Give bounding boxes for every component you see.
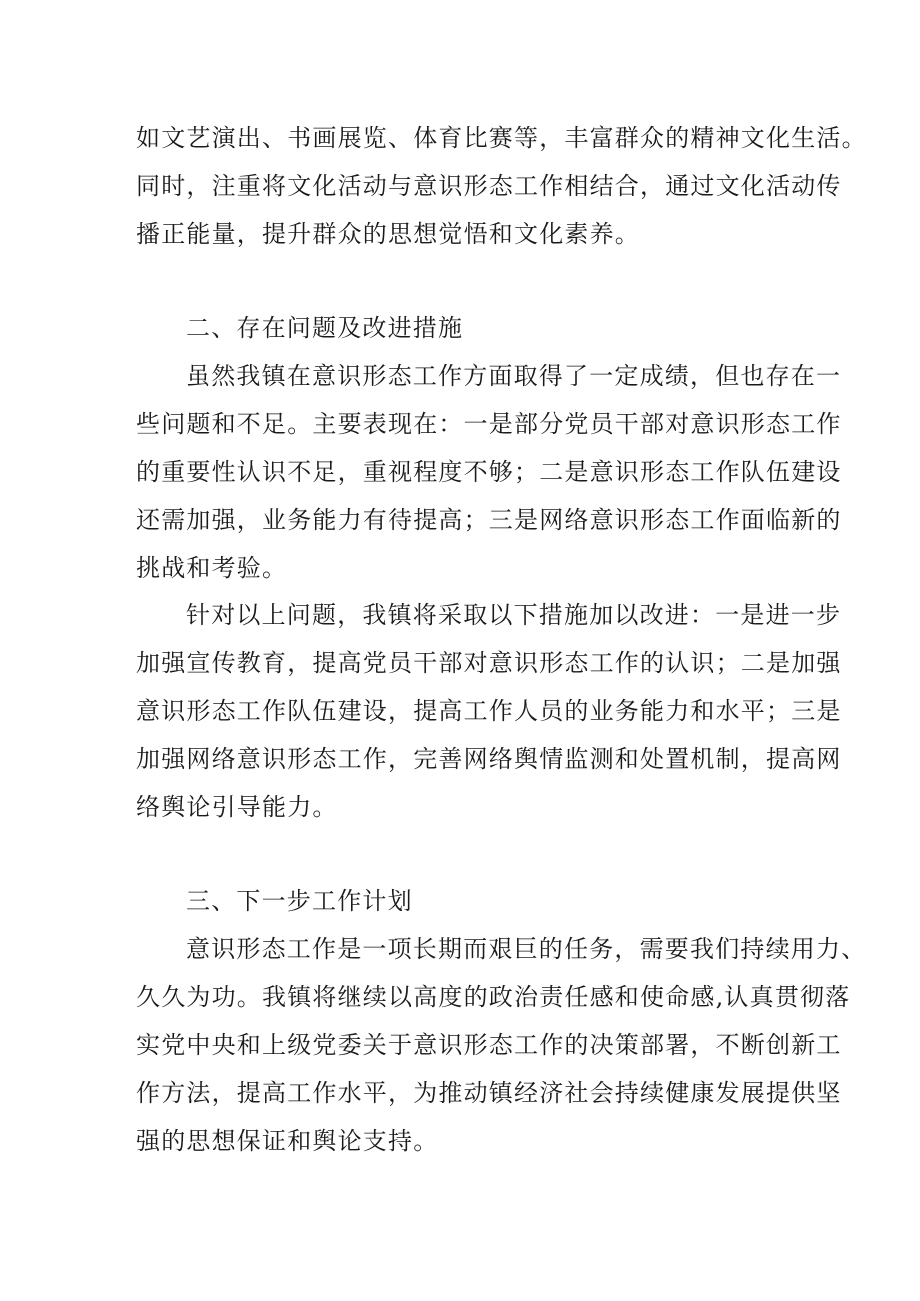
paragraph-line: 挑战和考验。	[136, 554, 288, 582]
paragraph-line: 意识形态工作队伍建设，提高工作人员的业务能力和水平；三是	[136, 697, 842, 725]
paragraph-line: 强的思想保证和舆论支持。	[136, 1127, 439, 1155]
paragraph-line: 作方法，提高工作水平，为推动镇经济社会持续健康发展提供坚	[136, 1079, 842, 1107]
paragraph-line: 播正能量，提升群众的思想觉悟和文化素养。	[136, 220, 640, 248]
paragraph-line: 的重要性认识不足，重视程度不够；二是意识形态工作队伍建设	[136, 458, 842, 486]
paragraph-line: 实党中央和上级党委关于意识形态工作的决策部署，不断创新工	[136, 1031, 842, 1059]
paragraph-line: 虽然我镇在意识形态工作方面取得了一定成绩，但也存在一	[186, 362, 842, 390]
paragraph-line: 如文艺演出、书画展览、体育比赛等，丰富群众的精神文化生活。	[136, 124, 867, 152]
paragraph-line: 针对以上问题，我镇将采取以下措施加以改进：一是进一步	[186, 601, 842, 629]
paragraph-line: 加强网络意识形态工作，完善网络舆情监测和处置机制，提高网	[136, 745, 842, 773]
paragraph-line: 还需加强，业务能力有待提高；三是网络意识形态工作面临新的	[136, 506, 842, 534]
paragraph-line: 同时，注重将文化活动与意识形态工作相结合，通过文化活动传	[136, 172, 842, 200]
section-heading: 二、存在问题及改进措施	[186, 314, 464, 342]
section-heading: 三、下一步工作计划	[186, 887, 413, 915]
paragraph-line: 意识形态工作是一项长期而艰巨的任务，需要我们持续用力、	[186, 935, 867, 963]
paragraph-line: 络舆论引导能力。	[136, 793, 338, 821]
paragraph-line: 些问题和不足。主要表现在：一是部分党员干部对意识形态工作	[136, 410, 842, 438]
paragraph-line: 加强宣传教育，提高党员干部对意识形态工作的认识；二是加强	[136, 649, 842, 677]
paragraph-line: 久久为功。我镇将继续以高度的政治责任感和使命感,认真贯彻落	[136, 983, 851, 1011]
